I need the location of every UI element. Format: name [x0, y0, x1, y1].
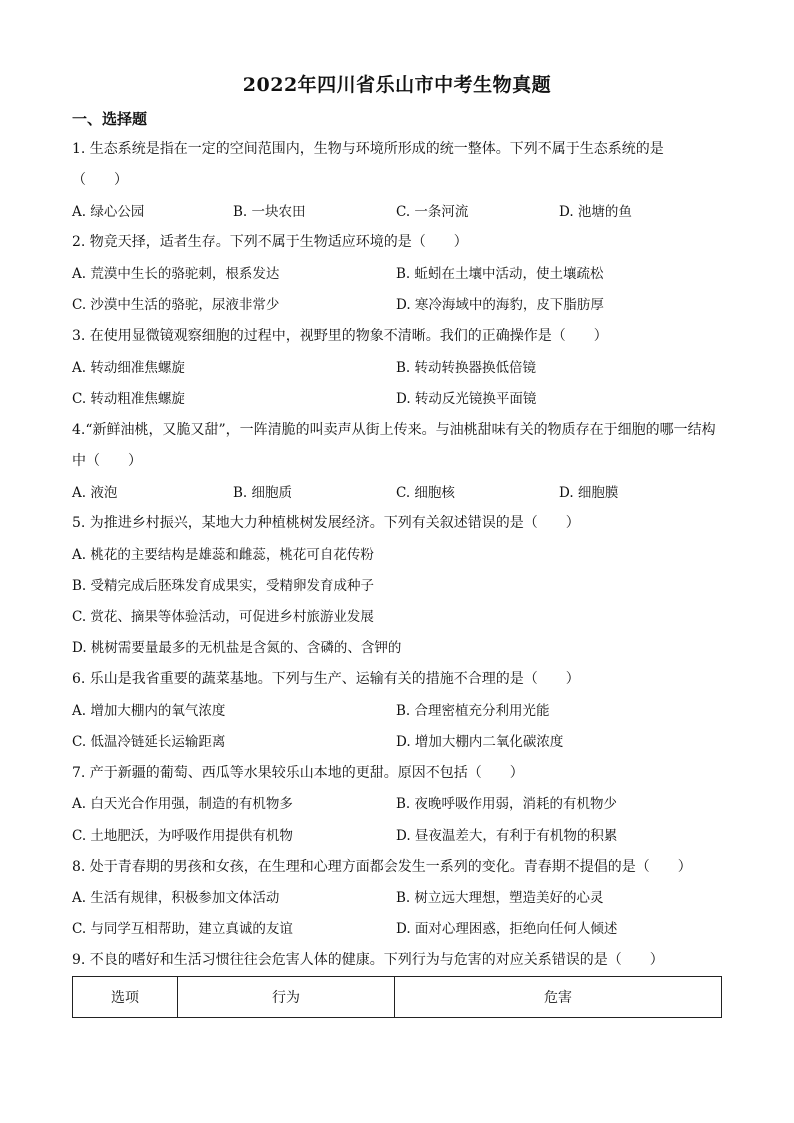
q5-option-b: B. 受精完成后胚珠发育成果实，受精卵发育成种子	[72, 578, 375, 594]
q3-option-d: D. 转动反光镜换平面镜	[396, 391, 537, 407]
q5-option-c: C. 赏花、摘果等体验活动，可促进乡村旅游业发展	[72, 609, 374, 625]
q1-option-d: D. 池塘的鱼	[559, 204, 632, 220]
q3-option-b: B. 转动转换器换低倍镜	[396, 360, 537, 376]
q6-stem: 6. 乐山是我省重要的蔬菜基地。下列与生产、运输有关的措施不合理的是（ ）	[72, 671, 580, 687]
q6-option-a: A. 增加大棚内的氧气浓度	[72, 703, 226, 719]
q2-option-c: C. 沙漠中生活的骆驼，尿液非常少	[72, 297, 280, 313]
q4-option-b: B. 细胞质	[233, 485, 293, 501]
q3-stem: 3. 在使用显微镜观察细胞的过程中，视野里的物象不清晰。我们的正确操作是（ ）	[72, 328, 608, 344]
q3-option-c: C. 转动粗准焦螺旋	[72, 391, 185, 407]
q9-stem: 9. 不良的嗜好和生活习惯往往会危害人体的健康。下列行为与危害的对应关系错误的是（ ）	[72, 952, 664, 968]
q8-stem: 8. 处于青春期的男孩和女孩，在生理和心理方面都会发生一系列的变化。青春期不提倡的是（ ）	[72, 859, 692, 875]
q7-option-c: C. 土地肥沃，为呼吸作用提供有机物	[72, 828, 293, 844]
q7-option-b: B. 夜晚呼吸作用弱，消耗的有机物少	[396, 796, 618, 812]
q8-option-d: D. 面对心理困惑，拒绝向任何人倾述	[396, 921, 618, 937]
table-header-harm: 危害	[395, 977, 722, 1018]
q2-option-d: D. 寒冷海域中的海豹，皮下脂肪厚	[396, 297, 604, 313]
q6-option-d: D. 增加大棚内二氧化碳浓度	[396, 734, 564, 750]
table-header-behavior: 行为	[178, 977, 395, 1018]
page-title: 2022年四川省乐山市中考生物真题	[242, 74, 552, 96]
q4-option-d: D. 细胞膜	[559, 485, 619, 501]
q5-option-a: A. 桃花的主要结构是雄蕊和雌蕊，桃花可自花传粉	[72, 547, 374, 563]
q4-option-c: C. 细胞核	[396, 485, 455, 501]
q5-stem: 5. 为推进乡村振兴，某地大力种植桃树发展经济。下列有关叙述错误的是（ ）	[72, 515, 580, 531]
q1-stem-line2: （ ）	[72, 172, 128, 188]
q8-option-a: A. 生活有规律，积极参加文体活动	[72, 890, 280, 906]
q1-option-a: A. 绿心公园	[72, 204, 145, 220]
q6-option-c: C. 低温冷链延长运输距离	[72, 734, 226, 750]
table-row	[73, 977, 722, 1018]
q3-option-a: A. 转动细准焦螺旋	[72, 360, 185, 376]
q4-option-a: A. 液泡	[72, 485, 118, 501]
q8-option-b: B. 树立远大理想，塑造美好的心灵	[396, 890, 604, 906]
q9-table	[72, 976, 722, 1018]
q6-option-b: B. 合理密植充分利用光能	[396, 703, 550, 719]
q2-option-a: A. 荒漠中生长的骆驼刺，根系发达	[72, 266, 280, 282]
q4-stem-line2: 中（ ）	[72, 453, 142, 469]
q8-option-c: C. 与同学互相帮助，建立真诚的友谊	[72, 921, 293, 937]
q4-stem-line1: 4.“新鲜油桃，又脆又甜”，一阵清脆的叫卖声从街上传来。与油桃甜味有关的物质存在于细胞的哪一结构	[72, 422, 716, 438]
q1-option-c: C. 一条河流	[396, 204, 469, 220]
q1-option-b: B. 一块农田	[233, 204, 306, 220]
q2-option-b: B. 蚯蚓在土壤中活动，使土壤疏松	[396, 266, 604, 282]
q2-stem: 2. 物竞天择，适者生存。下列不属于生物适应环境的是（ ）	[72, 234, 468, 250]
q5-option-d: D. 桃树需要量最多的无机盐是含氮的、含磷的、含钾的	[72, 640, 402, 656]
q1-stem-line1: 1. 生态系统是指在一定的空间范围内，生物与环境所形成的统一整体。下列不属于生态系统的是	[72, 141, 664, 157]
q7-stem: 7. 产于新疆的葡萄、西瓜等水果较乐山本地的更甜。原因不包括（ ）	[72, 765, 524, 781]
section-heading: 一、选择题	[72, 110, 148, 128]
table-header-option: 选项	[73, 977, 178, 1018]
q7-option-a: A. 白天光合作用强，制造的有机物多	[72, 796, 293, 812]
q7-option-d: D. 昼夜温差大，有利于有机物的积累	[396, 828, 618, 844]
